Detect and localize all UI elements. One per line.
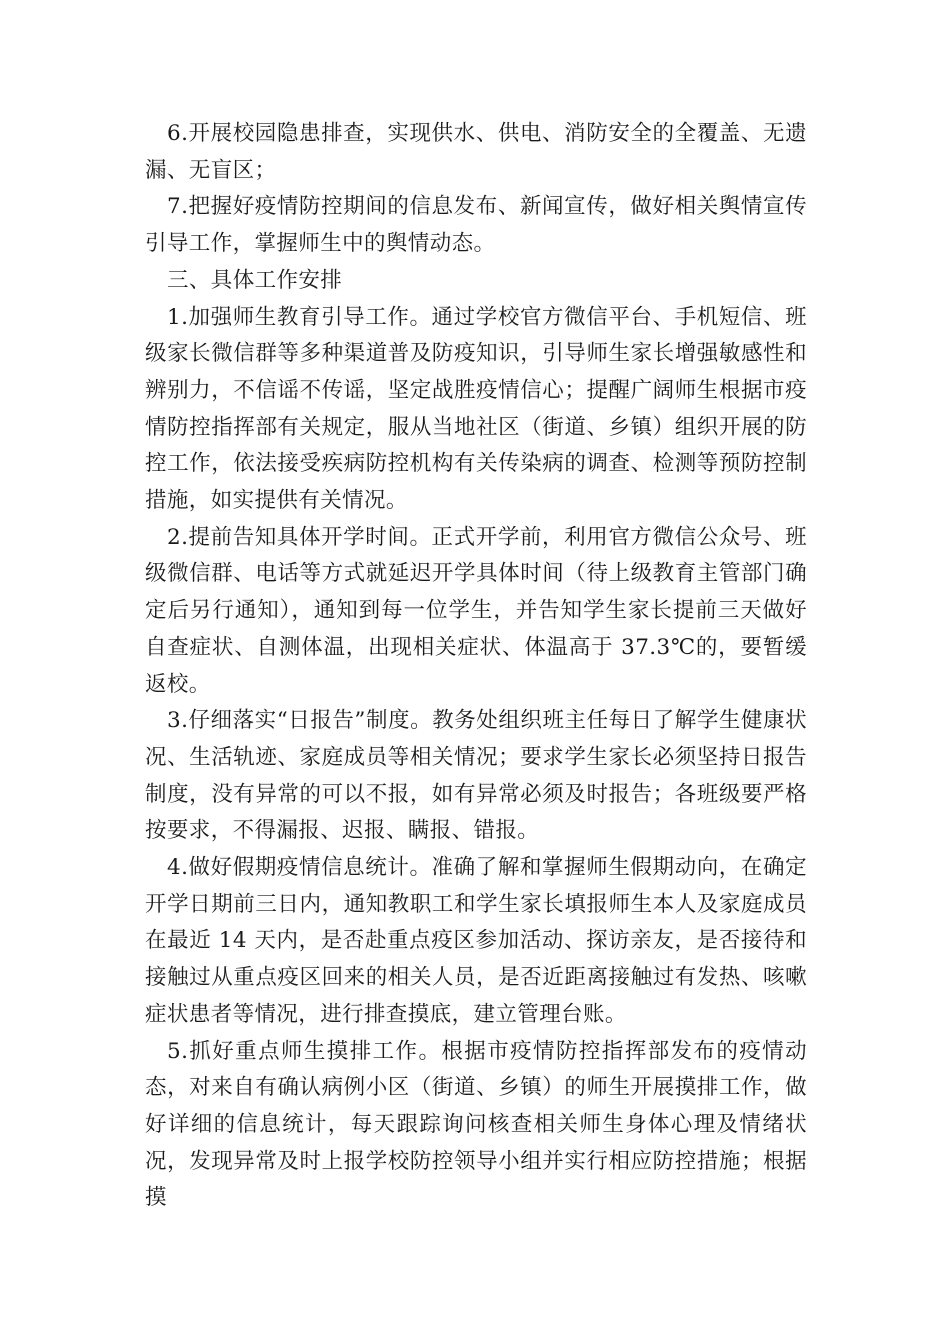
document-body bbox=[145, 116, 807, 1217]
paragraph-arrangement-5: 5.抓好重点师生摸排工作。根据市疫情防控指挥部发布的疫情动态，对来自有确认病例小区（街道、乡镇）的师生开展摸排工作，做好详细的信息统计，每天跟踪询问核查相关师生身体心理及情绪状况，发现异常及时上报学校防控领导小组并实行相应防控措施；根据摸 bbox=[145, 1038, 807, 1211]
paragraph-arrangement-2: 2.提前告知具体开学时间。正式开学前，利用官方微信公众号、班级微信群、电话等方式就延迟开学具体时间（待上级教育主管部门确定后另行通知），通知到每一位学生，并告知学生家长提前三天做好自查症状、自测体温，出现相关症状、体温高于 37.3℃的，要暂缓返校。 bbox=[145, 524, 807, 697]
paragraph-arrangement-1: 1.加强师生教育引导工作。通过学校官方微信平台、手机短信、班级家长微信群等多种渠道普及防疫知识，引导师生家长增强敏感性和辨别力，不信谣不传谣，坚定战胜疫情信心；提醒广阔师生根据市疫情防控指挥部有关规定，服从当地社区（街道、乡镇）组织开展的防控工作，依法接受疾病防控机构有关传染病的调查、检测等预防控制措施，如实提供有关情况。 bbox=[145, 304, 807, 514]
paragraph-arrangement-4: 4.做好假期疫情信息统计。准确了解和掌握师生假期动向，在确定开学日期前三日内，通知教职工和学生家长填报师生本人及家庭成员在最近 14 天内，是否赴重点疫区参加活动、探访亲友，是否接待和接触过从重点疫区回来的相关人员，是否近距离接触过有发热、咳嗽症状患者等情况，进行排查摸底，建立管理台账。 bbox=[145, 855, 807, 1027]
section-heading: 三、具体工作安排 bbox=[167, 267, 343, 293]
paragraph-arrangement-3: 3.仔细落实“日报告”制度。教务处组织班主任每日了解学生健康状况、生活轨迹、家庭成员等相关情况；要求学生家长必须坚持日报告制度，没有异常的可以不报，如有异常必须及时报告；各班级要严格按要求，不得漏报、迟报、瞒报、错报。 bbox=[145, 708, 807, 844]
paragraph-item-7: 7.把握好疫情防控期间的信息发布、新闻宣传，做好相关舆情宣传引导工作，掌握师生中的舆情动态。 bbox=[145, 194, 807, 257]
paragraph-item-6: 6.开展校园隐患排查，实现供水、供电、消防安全的全覆盖、无遗漏、无盲区； bbox=[145, 121, 807, 183]
